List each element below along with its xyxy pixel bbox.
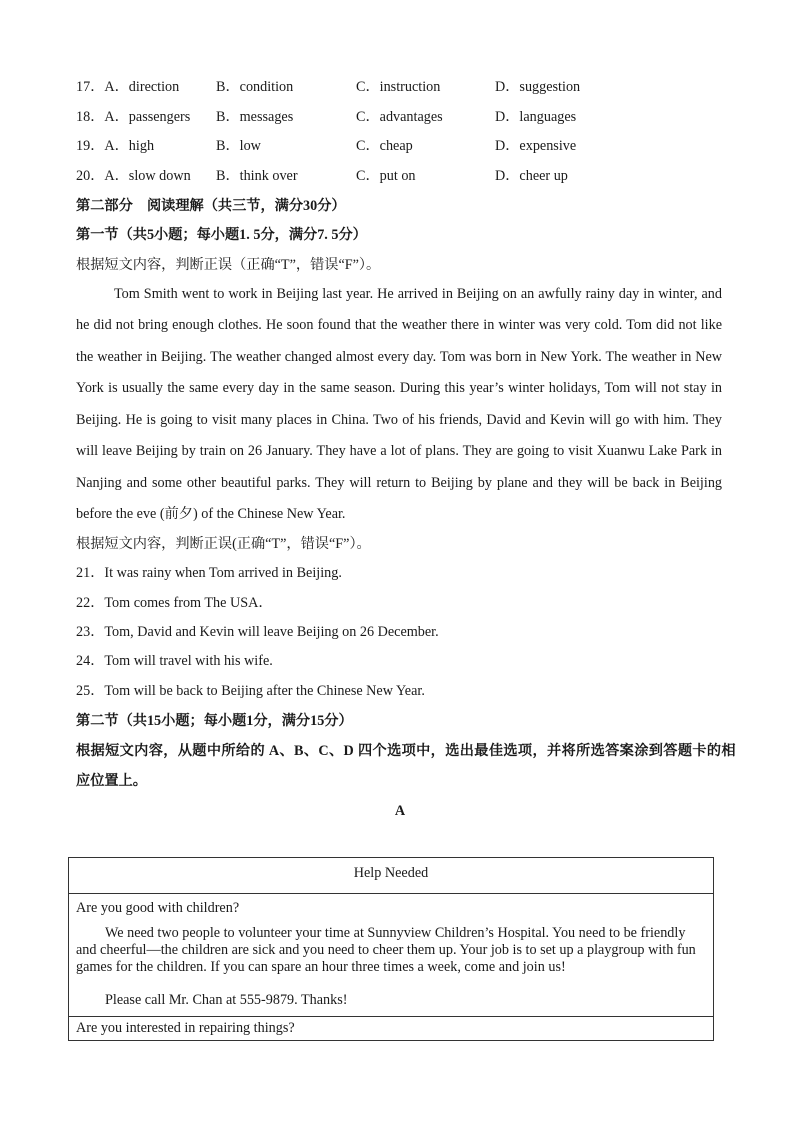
option-c: C．cheap — [356, 138, 413, 154]
ad-section-children — [69, 893, 713, 1017]
question-22: 22．Tom comes from The USA． — [76, 595, 273, 611]
question-21: 21．It was rainy when Tom arrived in Beijing. — [76, 565, 342, 581]
passage-label: A — [394, 803, 406, 819]
ad-header: Help Needed — [69, 858, 713, 894]
ad-question: Are you good with children? — [76, 900, 240, 916]
instruction-2: 根据短文内容，判断正误(正确“T”，错误“F”）。 — [76, 536, 371, 552]
option-d: D．cheer up — [495, 168, 568, 184]
passage-line: Tom Smith went to work in Beijing last year. He arrived in Beijing on an awfully rainy day in winter, and — [114, 286, 722, 302]
passage-line: Nanjing and some other beautiful parks. They will return to Beijing by plane and they will be back in Beijing — [76, 475, 722, 491]
passage-line: Beijing. He is going to visit many places in China. Two of his friends, David and Kevin will go with him. They — [76, 412, 722, 428]
question-23: 23．Tom, David and Kevin will leave Beijing on 26 December. — [76, 624, 439, 640]
option-b: B．low — [216, 138, 261, 154]
passage-line: the weather in Beijing. The weather changed almost every day. Tom was born in New York. The weather in New — [76, 349, 722, 365]
passage-line: York is usually the same every day in the same season. During this year’s winter holidays, Tom will not stay in — [76, 380, 722, 396]
option-a: 19．A．high — [76, 138, 155, 154]
part2-title: 第二部分 阅读理解（共三节，满分30分） — [76, 198, 346, 214]
help-needed-ad — [68, 857, 714, 1041]
ad-question: Are you interested in repairing things? — [76, 1020, 295, 1036]
question-25: 25．Tom will be back to Beijing after the Chinese New Year. — [76, 683, 425, 699]
option-c: C．put on — [356, 168, 416, 184]
section2-title: 第二节（共15小题；每小题1分，满分15分） — [76, 713, 353, 729]
option-c: C．advantages — [356, 109, 443, 125]
option-a: 18．A．passengers — [76, 109, 191, 125]
ad-paragraph: We need two people to volunteer your time at Sunnyview Children’s Hospital. You need to be friendly and cheerful—the children are sick and you need to cheer them up. Your job is to set up a playgroup with fun games for the children. If you can spare an hour three times a week, come and join us! — [76, 925, 696, 975]
option-d: D．languages — [495, 109, 577, 125]
option-b: B．messages — [216, 109, 294, 125]
ad-contact: Please call Mr. Chan at 555-9879. Thanks! — [105, 992, 348, 1008]
option-a: 17．A．direction — [76, 79, 180, 95]
passage-line: he did not bring enough clothes. He soon found that the weather there in winter was very cold. Tom did not like — [76, 317, 722, 333]
option-c: C．instruction — [356, 79, 441, 95]
option-d: D．expensive — [495, 138, 577, 154]
option-b: B．condition — [216, 79, 294, 95]
section1-title: 第一节（共5小题；每小题1. 5分，满分7. 5分） — [76, 227, 367, 243]
option-d: D．suggestion — [495, 79, 581, 95]
instruction-1: 根据短文内容，判断正误（正确“T”，错误“F”）。 — [76, 257, 381, 273]
question-24: 24．Tom will travel with his wife. — [76, 653, 273, 669]
passage-line: will leave Beijing by train on 26 January. They have a lot of plans. They are going to visit Xuanwu Lake Park in — [76, 443, 722, 459]
section2-instruction-cont: 应位置上。 — [76, 773, 147, 789]
option-b: B．think over — [216, 168, 298, 184]
passage-line: before the eve (前夕) of the Chinese New Year. — [76, 506, 346, 522]
section2-instruction: 根据短文内容，从题中所给的 A、B、C、D 四个选项中，选出最佳选项，并将所选答案涂到答题卡的相 — [76, 743, 736, 759]
option-a: 20．A．slow down — [76, 168, 191, 184]
